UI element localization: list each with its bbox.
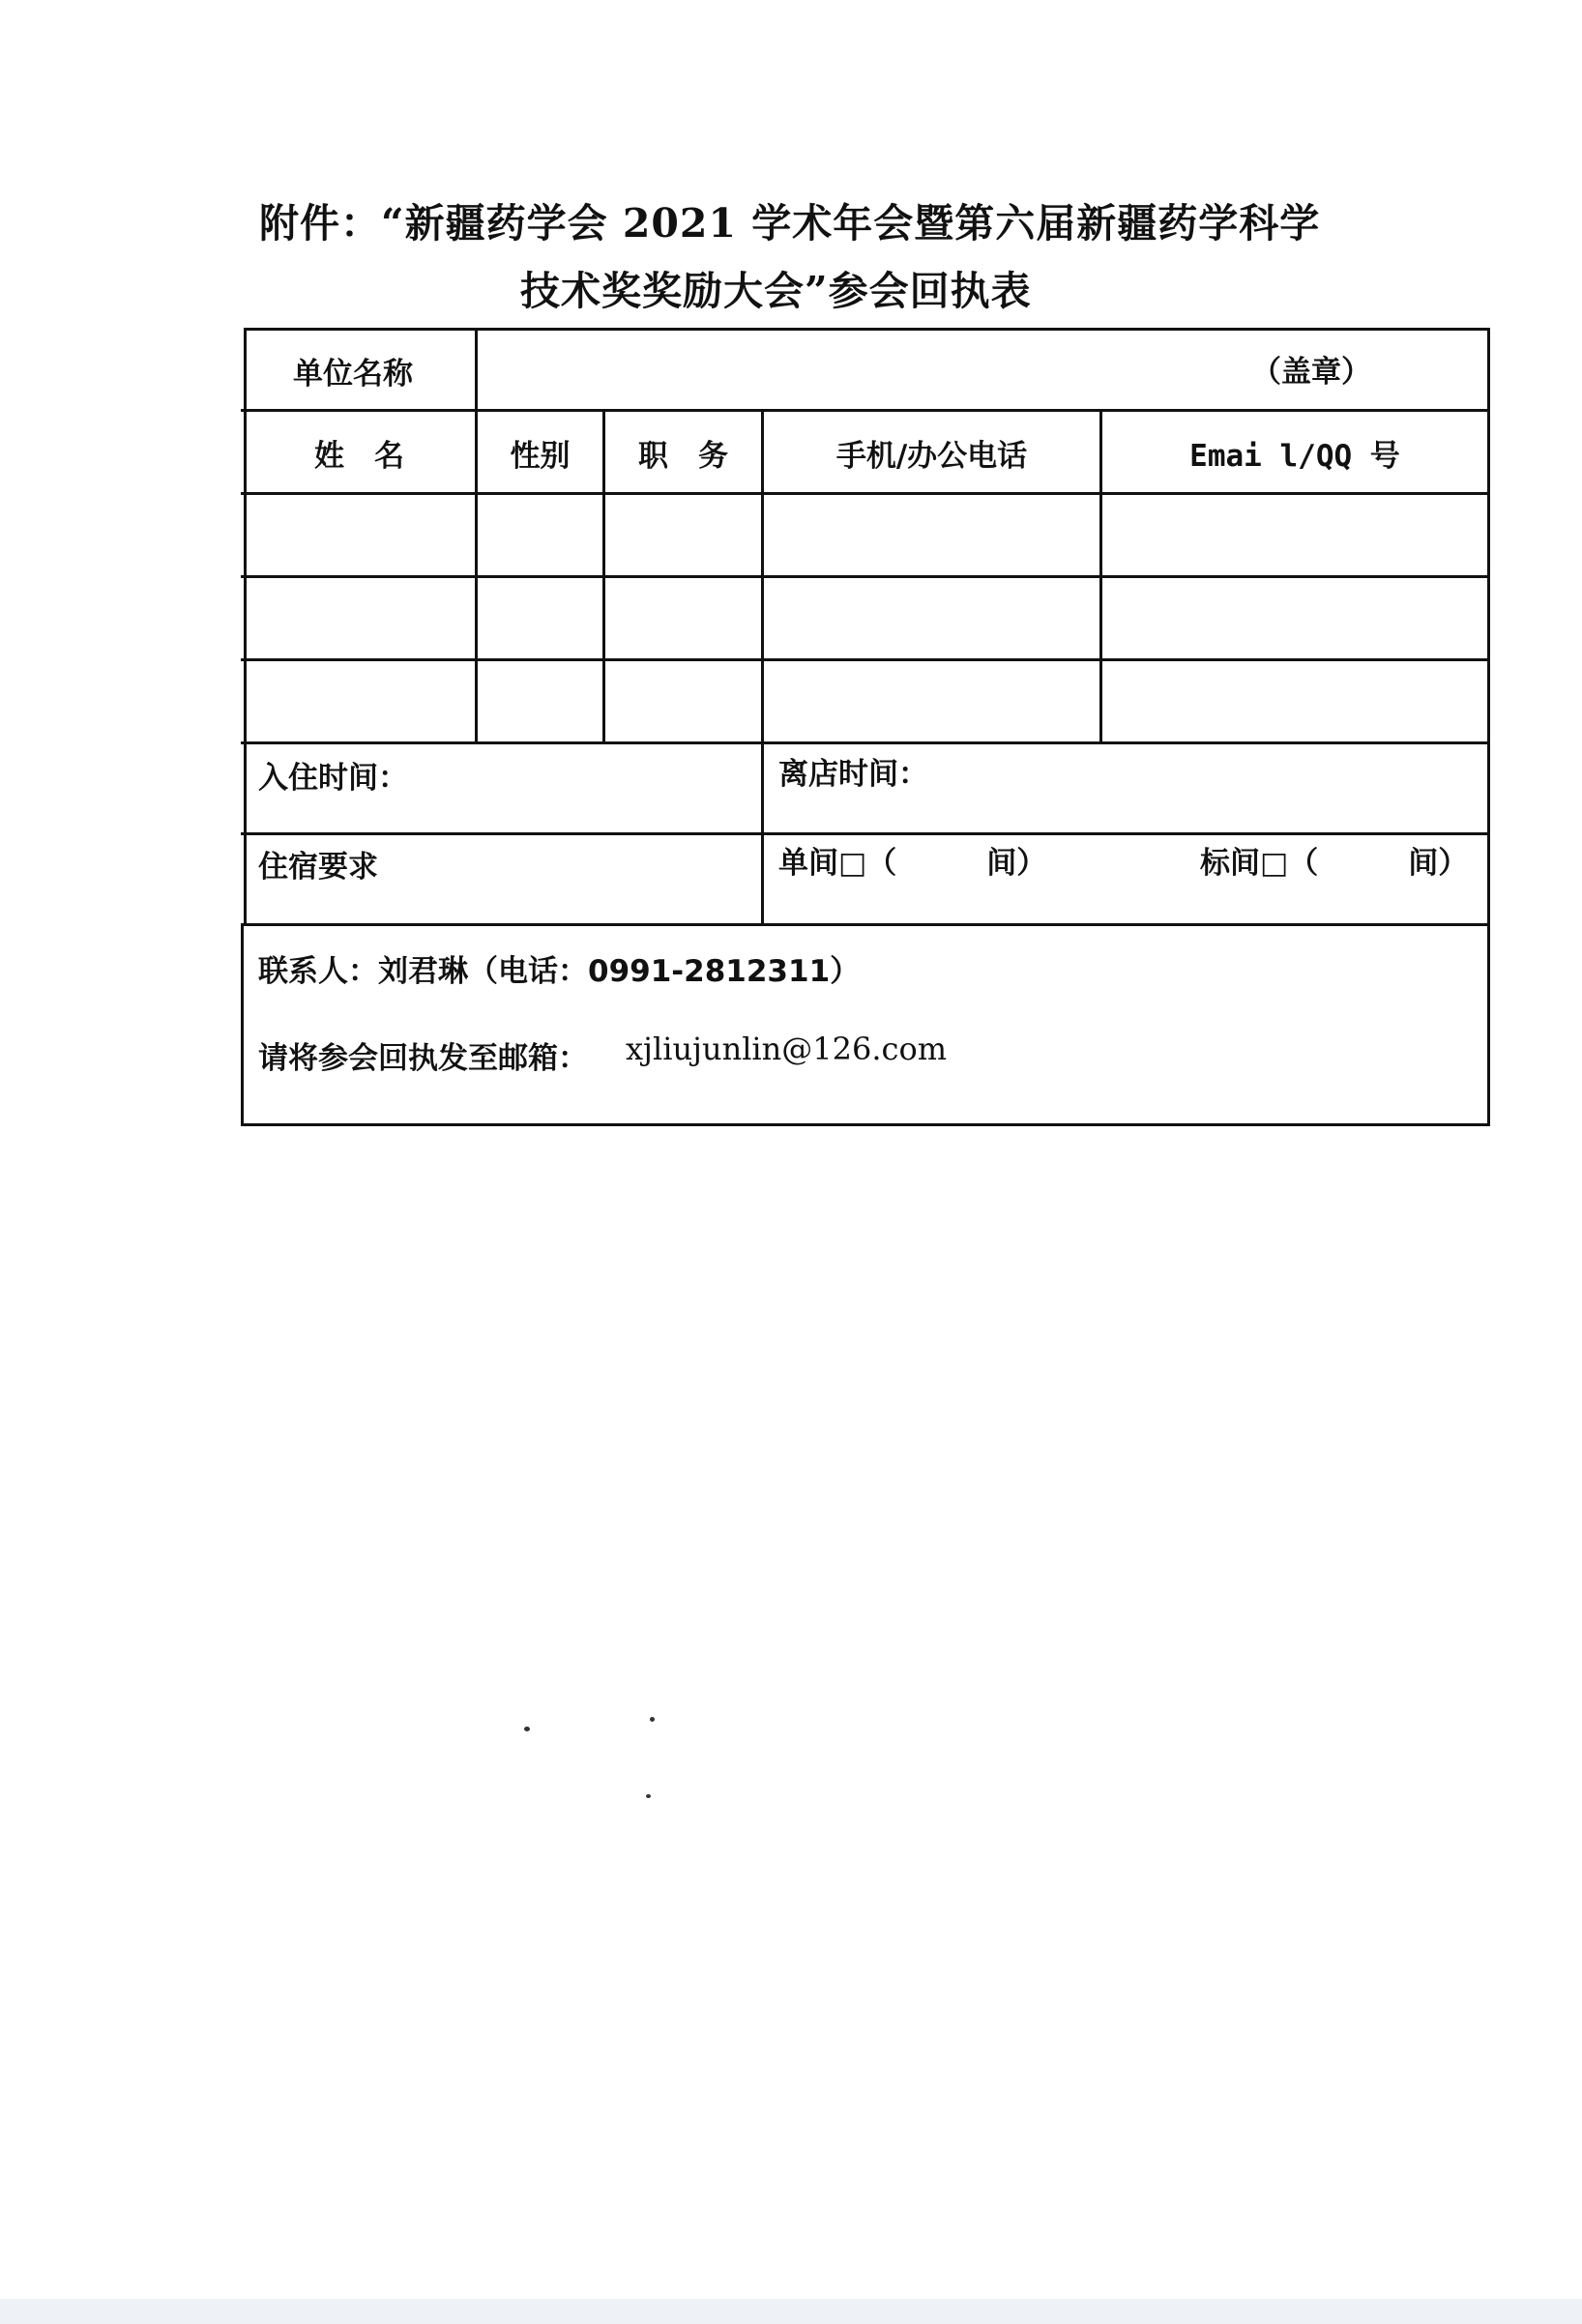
document-title-line-1: 附件：“新疆药学会 2021 学术年会暨第六届新疆药学科学 bbox=[259, 200, 1321, 247]
checkout-time-label: 离店时间： bbox=[778, 757, 928, 792]
document-title-line-2: 技术奖奖励大会”参会回执表 bbox=[520, 268, 1032, 314]
table-border-left-lower bbox=[241, 923, 244, 1126]
table-row[interactable] bbox=[247, 661, 1487, 741]
email-prompt: 请将参会回执发至邮箱： bbox=[258, 1041, 588, 1076]
scan-speck bbox=[524, 1727, 530, 1731]
contact-person: 联系人：刘君琳（电话：0991-2812311） bbox=[258, 954, 861, 989]
lodging-requirement-label: 住宿要求 bbox=[258, 850, 378, 885]
table-row[interactable] bbox=[247, 495, 1487, 575]
table-border-bottom bbox=[241, 1123, 1490, 1126]
scan-edge-strip bbox=[0, 2299, 1582, 2324]
table-line-row7 bbox=[241, 923, 1490, 926]
header-position: 职 务 bbox=[638, 439, 728, 474]
checkin-time-label: 入住时间： bbox=[258, 761, 408, 796]
unit-name-label: 单位名称 bbox=[293, 357, 413, 392]
contact-email: xjliujunlin@126.com bbox=[626, 1031, 948, 1067]
table-col-divider-4 bbox=[761, 741, 764, 923]
header-name: 姓 名 bbox=[314, 439, 404, 474]
header-phone: 手机/办公电话 bbox=[835, 439, 1028, 474]
header-email-qq: Emai l/QQ 号 bbox=[1189, 439, 1400, 474]
scan-speck bbox=[646, 1794, 651, 1798]
table-line-row5 bbox=[241, 741, 1490, 744]
table-line-row6 bbox=[241, 832, 1490, 835]
scan-speck bbox=[650, 1717, 655, 1722]
standard-room-option[interactable]: 标间□（ 间） bbox=[1200, 846, 1469, 881]
table-line-row1 bbox=[241, 409, 1490, 412]
table-border-right bbox=[1487, 328, 1490, 1126]
header-gender: 性别 bbox=[510, 439, 571, 474]
stamp-note: （盖章） bbox=[1251, 355, 1371, 390]
table-border-top bbox=[244, 328, 1490, 331]
single-room-option[interactable]: 单间□（ 间） bbox=[778, 846, 1047, 881]
registration-form-table bbox=[241, 328, 1490, 1126]
table-row[interactable] bbox=[247, 578, 1487, 658]
